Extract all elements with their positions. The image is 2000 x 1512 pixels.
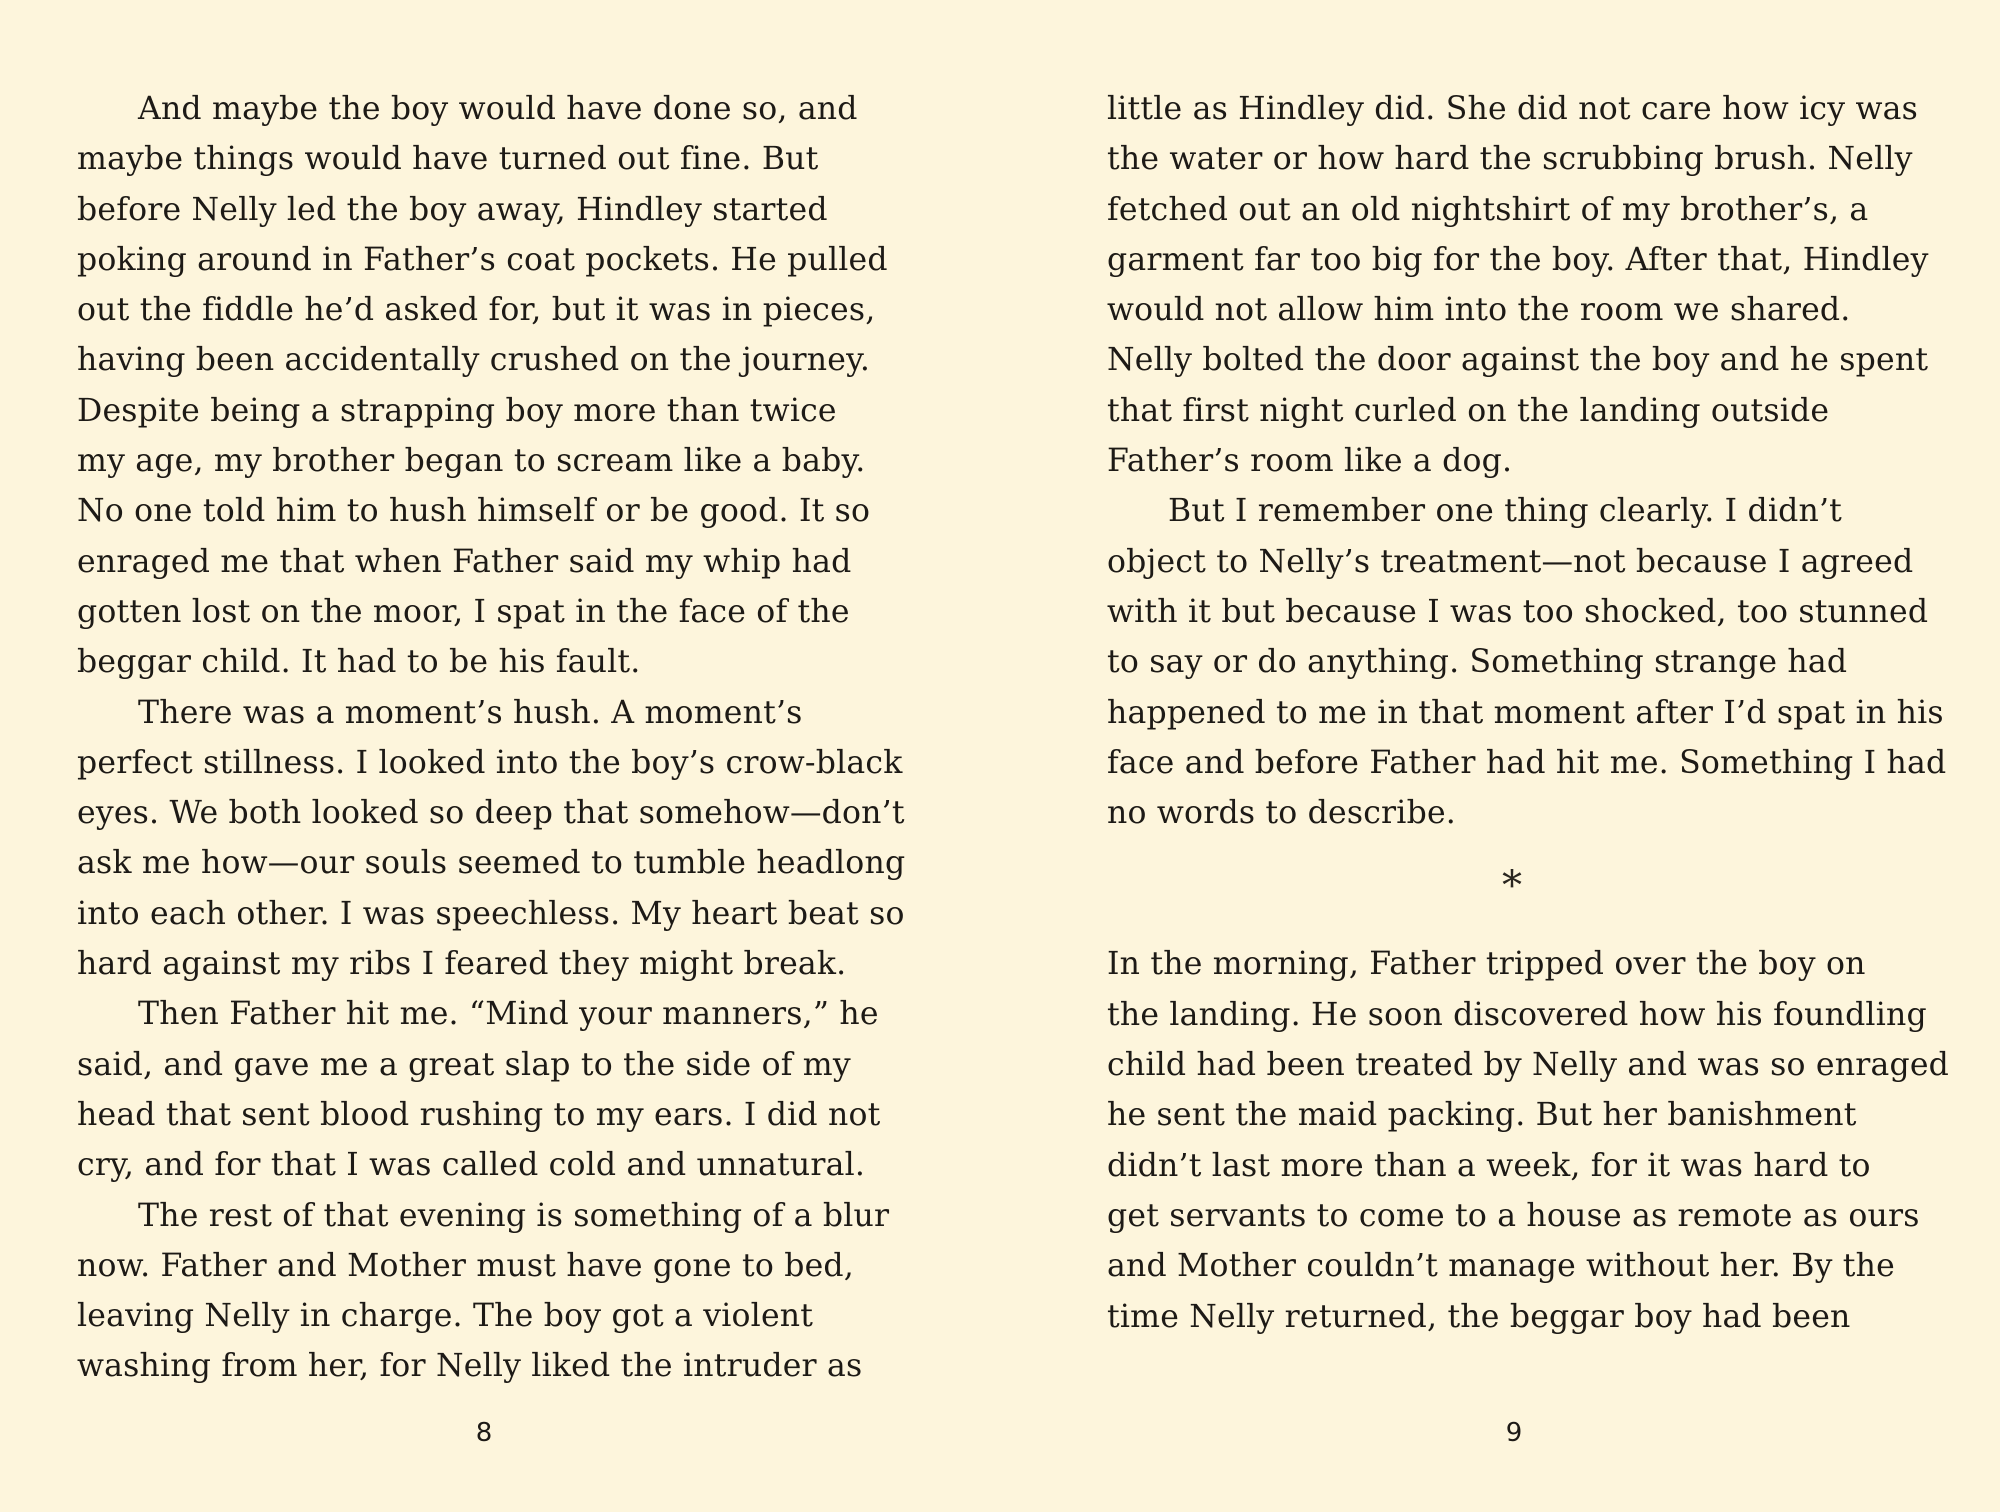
text-line: little as Hindley did. She did not care how icy was	[1107, 91, 1918, 127]
text-line: that first night curled on the landing outside	[1107, 392, 1830, 429]
text-line: But I remember one thing clearly. I didn’t	[1168, 493, 1843, 530]
page-number-left: 8	[475, 1418, 493, 1448]
text-line: child had been treated by Nelly and was so enraged	[1107, 1047, 1950, 1084]
text-line: maybe things would have turned out fine. But	[77, 141, 819, 178]
text-line: fetched out an old nightshirt of my brother’s, a	[1107, 191, 1869, 228]
text-line: time Nelly returned, the beggar boy had been	[1107, 1298, 1851, 1335]
text-line: No one told him to hush himself or be good. It so	[77, 493, 871, 530]
text-line: perfect stillness. I looked into the boy’s crow-black	[77, 744, 903, 781]
text-line: the water or how hard the scrubbing brush. Nelly	[1107, 141, 1913, 178]
text-line: gotten lost on the moor, I spat in the face of the	[77, 593, 850, 630]
text-line: Nelly bolted the door against the boy and he spent	[1107, 342, 1929, 379]
section-break-asterisk: *	[1502, 863, 1522, 910]
right-page-text-before-break	[1107, 84, 1947, 838]
text-line: and Mother couldn’t manage without her. By the	[1107, 1248, 1895, 1285]
text-line: would not allow him into the room we shared.	[1107, 292, 1851, 329]
text-line: before Nelly led the boy away, Hindley started	[77, 191, 828, 228]
text-line: leaving Nelly in charge. The boy got a violent	[77, 1298, 814, 1335]
text-line: And maybe the boy would have done so, and	[138, 91, 858, 127]
text-line: the landing. He soon discovered how his foundling	[1107, 996, 1927, 1033]
text-line: The rest of that evening is something of a blur	[138, 1197, 890, 1234]
text-line: In the morning, Father tripped over the boy on	[1107, 946, 1866, 983]
text-line: no words to describe.	[1107, 795, 1456, 832]
text-line: into each other. I was speechless. My heart beat so	[77, 895, 905, 932]
text-line: having been accidentally crushed on the journey.	[77, 342, 871, 379]
text-line: face and before Father had hit me. Something I had	[1107, 744, 1947, 781]
text-line: There was a moment’s hush. A moment’s	[138, 694, 803, 731]
text-line: out the fiddle he’d asked for, but it was in pieces,	[77, 292, 876, 329]
text-line: Father’s room like a dog.	[1107, 443, 1513, 480]
text-line: to say or do anything. Something strange had	[1107, 644, 1848, 681]
text-line: head that sent blood rushing to my ears. I did not	[77, 1096, 881, 1133]
text-line: garment far too big for the boy. After that, Hindley	[1107, 241, 1929, 278]
text-line: get servants to come to a house as remote as ours	[1107, 1197, 1920, 1234]
text-line: didn’t last more than a week, for it was hard to	[1107, 1147, 1871, 1184]
text-line: enraged me that when Father said my whip had	[77, 543, 852, 580]
text-line: Despite being a strapping boy more than twice	[77, 392, 837, 429]
right-page-text	[1107, 84, 1950, 1342]
text-line: eyes. We both looked so deep that somehow—don’t	[77, 795, 905, 832]
text-line: now. Father and Mother must have gone to bed,	[77, 1247, 854, 1284]
text-line: hard against my ribs I feared they might break.	[77, 946, 847, 983]
right-page-text-after-break	[1107, 939, 1950, 1341]
text-line: said, and gave me a great slap to the side of my	[77, 1046, 851, 1083]
left-page-text	[77, 84, 927, 1392]
page-number-right: 9	[1505, 1418, 1523, 1448]
text-line: cry, and for that I was called cold and unnatural.	[77, 1147, 866, 1184]
text-line: Then Father hit me. “Mind your manners,” he	[138, 996, 879, 1033]
text-line: my age, my brother began to scream like a baby.	[77, 443, 866, 480]
text-line: with it but because I was too shocked, too stunned	[1107, 593, 1929, 630]
text-line: poking around in Father’s coat pockets. He pulled	[77, 241, 888, 278]
text-line: beggar child. It had to be his fault.	[77, 644, 641, 681]
text-line: he sent the maid packing. But her banishment	[1107, 1097, 1857, 1134]
text-line: object to Nelly’s treatment—not because I agreed	[1107, 543, 1914, 580]
text-line: ask me how—our souls seemed to tumble headlong	[77, 845, 906, 882]
text-line: happened to me in that moment after I’d spat in his	[1107, 694, 1944, 731]
text-line: washing from her, for Nelly liked the intruder as	[77, 1348, 863, 1385]
